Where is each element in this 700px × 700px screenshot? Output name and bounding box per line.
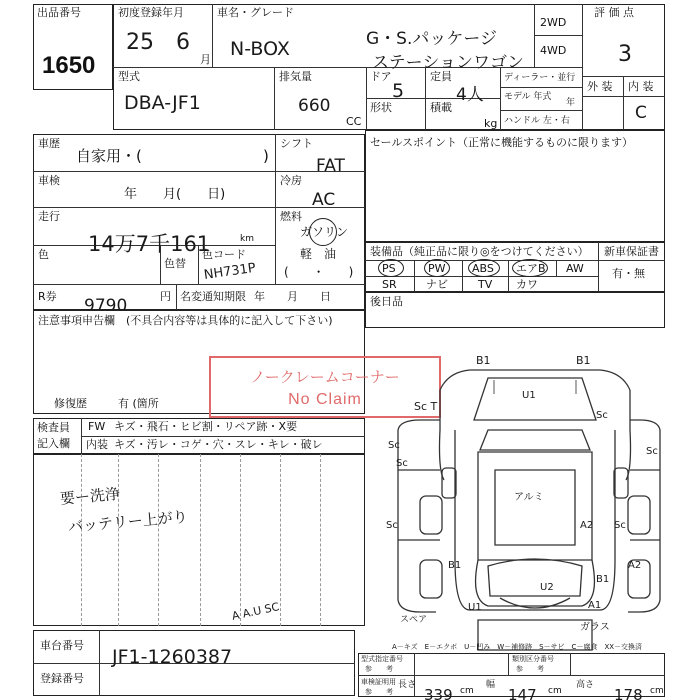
lot-label: 出品番号: [37, 6, 81, 19]
drive-2wd: 2WD: [540, 16, 567, 29]
inspector-label-2: 記入欄: [37, 437, 70, 450]
displacement-value: 660: [298, 96, 331, 116]
diagram-mark-20: ガラス: [580, 622, 610, 633]
exterior-label: 外 装: [587, 80, 613, 93]
diagram-mark-7: Sc: [646, 446, 658, 457]
airbag-circle: [512, 259, 548, 277]
diagram-mark-6: Sc: [388, 440, 400, 451]
memo-line-1: 要ー洗浄: [59, 484, 121, 508]
repair-value: 有 (箇所: [118, 397, 159, 410]
displacement-label: 排気量: [279, 70, 312, 83]
model-num-label: 型式指定番号: [361, 655, 403, 663]
length-label: 長さ: [398, 680, 417, 690]
drive-4wd: 4WD: [540, 44, 567, 57]
chassis-value: JF1-1260387: [112, 646, 233, 668]
car-name-label: 車名・グレード: [217, 6, 294, 19]
memo-frame: [33, 454, 365, 626]
shape-label: 形状: [370, 101, 392, 114]
doors-label: ドア: [370, 70, 392, 83]
warranty-value: 有・無: [612, 267, 645, 280]
equipment-label: 装備品（純正品に限り◎をつけてください）: [370, 245, 589, 258]
length-value: 339: [424, 686, 453, 700]
recycle-value: 9790: [84, 296, 128, 316]
inspection-value: 年 月( 日): [124, 187, 226, 202]
diagram-mark-15: U2: [540, 582, 554, 593]
height-value: 178: [614, 686, 643, 700]
history-label: 車歴: [38, 137, 60, 150]
interior-label: 内 装: [628, 80, 654, 93]
equip-pw: PW: [428, 262, 446, 275]
ac-label: 冷房: [280, 174, 302, 187]
model-year-label: モデル 年式: [504, 92, 552, 102]
name-change-label: 名変通知期限: [180, 290, 246, 303]
diagram-mark-12: Sc: [614, 520, 626, 531]
ac-value: AC: [312, 190, 336, 210]
class-label: 類別区分番号: [512, 655, 554, 663]
year-unit: 年: [566, 98, 576, 108]
fw-items: キズ・飛石・ヒビ割・リペア跡・X要: [114, 420, 298, 433]
shift-value: FAT: [316, 156, 345, 176]
width-unit: cm: [548, 686, 562, 696]
length-unit: cm: [460, 686, 474, 696]
name-change-date: 年 月 日: [254, 290, 331, 303]
ps-circle: [378, 259, 404, 277]
height-unit: cm: [650, 686, 664, 696]
handle-label: ハンドル 左・右: [504, 116, 570, 126]
equip-abs: ABS: [472, 262, 494, 275]
km-unit: km: [240, 234, 254, 244]
kg-unit: kg: [484, 117, 498, 130]
width-label: 幅: [486, 680, 496, 690]
diagram-mark-2: B1: [576, 354, 591, 367]
notes-label: 注意事項申告欄 (不具合内容等は具体的に記入して下さい): [38, 314, 333, 327]
sales-label: セールスポイント（正常に機能するものに限ります）: [370, 136, 634, 149]
diagram-mark-8: Sc: [396, 458, 408, 469]
diagram-mark-13: A2: [628, 560, 642, 571]
equip-leather: カワ: [516, 278, 538, 291]
shift-label: シフト: [280, 137, 313, 150]
fuel-gasoline: ガソリン: [300, 225, 349, 239]
rear-seat-label: 後日品: [370, 295, 403, 308]
equip-sr: SR: [382, 278, 397, 291]
diagram-mark-17: A1: [588, 600, 602, 611]
memo-bottom-note: A A.U SC: [230, 600, 281, 623]
car-name: N-BOX: [230, 38, 290, 60]
first-reg-year: 25: [126, 30, 154, 55]
repair-label: 修復歴: [54, 397, 87, 410]
model-value: DBA-JF1: [124, 92, 201, 114]
month-unit: 月: [200, 53, 211, 66]
dealer-label: ディーラー・並行: [504, 73, 576, 83]
diagram-mark-19: スペア: [400, 615, 428, 625]
capacity-label: 定員: [430, 70, 452, 83]
no-claim-en: No Claim: [288, 391, 362, 408]
diagram-mark-18: B1: [448, 560, 462, 571]
pw-circle: [424, 259, 450, 277]
interior-grade: C: [635, 103, 647, 123]
model-label: 型式: [118, 70, 140, 83]
load-label: 積載: [430, 101, 452, 114]
abs-circle: [468, 259, 500, 277]
diagram-mark-16: U1: [468, 602, 482, 613]
no-claim-stamp: [209, 356, 441, 418]
ref-1: 参 考: [365, 665, 393, 673]
recycle-label: R券: [38, 290, 57, 303]
diagram-mark-9: Sc: [386, 520, 398, 531]
diagram-mark-10: アルミ: [514, 492, 544, 503]
equip-tv: TV: [478, 278, 493, 291]
ref-2: 参 考: [516, 665, 544, 673]
chassis-label: 車台番号: [40, 639, 84, 652]
fw-label: FW: [88, 420, 106, 433]
width-value: 147: [508, 686, 537, 700]
fuel-diesel: 軽 油: [300, 247, 337, 261]
first-reg-label: 初度登録年月: [118, 6, 184, 19]
mileage-value: 14万7千161: [88, 232, 211, 256]
yen-unit: 円: [160, 290, 171, 303]
diagram-mark-1: B1: [476, 354, 491, 367]
equip-airbag: エアB: [516, 262, 546, 275]
memo-line-2: バッテリー上がり: [67, 507, 189, 536]
score-value: 3: [618, 42, 632, 67]
mileage-label: 走行: [38, 210, 60, 223]
equip-navi: ナビ: [426, 278, 448, 291]
equip-aw: AW: [566, 262, 584, 275]
ref-3: 参 考: [365, 688, 393, 696]
reg-label: 登録番号: [40, 672, 84, 685]
cert-label: 車検証明用: [361, 678, 396, 686]
diagram-mark-11: A2: [580, 520, 594, 531]
cc-unit: CC: [346, 115, 362, 128]
inspection-label: 車検: [38, 174, 60, 187]
color-code-label: 色コード: [202, 248, 246, 261]
gasoline-circle: [309, 218, 337, 246]
history-close-paren: ): [263, 147, 269, 165]
interior-items: キズ・汚レ・コゲ・穴・スレ・キレ・破レ: [114, 438, 323, 451]
warranty-label: 新車保証書: [604, 245, 659, 258]
color-label: 色: [38, 248, 49, 261]
fuel-paren: ( ・ ): [284, 265, 354, 279]
color-change-label: 色替: [164, 257, 186, 270]
diagram-mark-3: Sc T: [414, 400, 438, 413]
capacity-value: 4人: [456, 85, 484, 105]
history-value: 自家用・(: [76, 147, 142, 165]
score-label: 評 価 点: [594, 6, 634, 19]
equip-ps: PS: [382, 262, 396, 275]
interior-items-label: 内装: [86, 438, 108, 451]
diagram-mark-5: Sc: [596, 410, 608, 421]
lot-number: 1650: [42, 52, 96, 79]
diagram-mark-14: B1: [596, 574, 610, 585]
damage-legend: A－キズ E－エクボ U－凹み W－補修跡 S－サビ C－腐食 XX－交換済: [392, 643, 643, 651]
color-code-value: NH731P: [202, 260, 257, 283]
height-label: 高さ: [576, 680, 595, 690]
doors-value: 5: [392, 80, 405, 102]
no-claim-jp: ノークレームコーナー: [250, 368, 400, 386]
diagram-mark-4: U1: [522, 390, 536, 401]
rear-seat-frame: [365, 292, 665, 328]
fuel-label: 燃料: [280, 210, 302, 223]
grade-line2: ステーションワゴン: [372, 53, 524, 73]
inspector-label-1: 検査員: [37, 421, 70, 434]
first-reg-month: 6: [176, 30, 190, 55]
grade-line1: G・S.パッケージ: [366, 29, 498, 49]
